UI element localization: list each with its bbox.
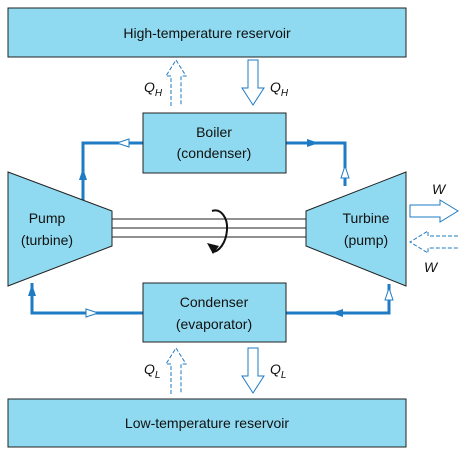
pump-label: Pump [28, 210, 66, 226]
condenser-sublabel: (evaporator) [175, 316, 253, 332]
high-reservoir-label: High-temperature reservoir [123, 25, 291, 41]
pump-component [8, 172, 112, 286]
boiler-sublabel: (condenser) [176, 145, 252, 161]
q-l-down-label: $Q_L$ [270, 361, 287, 381]
heat-in-arrow-top [242, 60, 264, 105]
q-l-up-label: $Q_L$ [144, 361, 161, 381]
q-h-in-label: $Q_H$ [270, 79, 289, 99]
heat-in-arrow-bottom [166, 348, 186, 394]
turbine-label: Turbine [342, 210, 390, 226]
pipe-boiler-to-turbine [286, 143, 345, 186]
low-temperature-reservoir [8, 399, 406, 447]
pipe-pump-to-boiler [83, 143, 143, 200]
heat-out-arrow-top [166, 60, 186, 106]
work-out-label: W [432, 181, 446, 197]
solid-arrow-left-bottom [28, 284, 36, 296]
low-reservoir-label: Low-temperature reservoir [124, 415, 290, 431]
turbine-sublabel: (pump) [343, 232, 389, 248]
open-arrow-right-bottom [385, 288, 393, 300]
pump-sublabel: (turbine) [20, 232, 74, 248]
solid-arrow-left-up [79, 168, 87, 180]
turbine-component [306, 172, 406, 286]
work-in-label: W [424, 259, 438, 275]
pipe-turbine-to-condenser [286, 284, 389, 313]
heat-out-arrow-bottom [242, 348, 264, 393]
condenser-box [143, 283, 286, 342]
open-arrow-top-left [117, 139, 129, 147]
high-temperature-reservoir [8, 8, 406, 57]
shaft [112, 219, 306, 237]
pipe-condenser-to-pump [32, 283, 143, 313]
open-arrow-bottom-left [86, 309, 98, 317]
solid-arrow-top-right [307, 139, 319, 147]
condenser-label: Condenser [179, 294, 249, 310]
open-arrow-right-up [341, 166, 349, 178]
solid-arrow-bottom-right [331, 309, 343, 317]
work-out-arrow [410, 200, 458, 222]
boiler-label: Boiler [196, 124, 232, 140]
q-h-out-label: $Q_H$ [144, 79, 163, 99]
boiler-box [143, 113, 286, 173]
work-in-arrow [410, 231, 458, 253]
